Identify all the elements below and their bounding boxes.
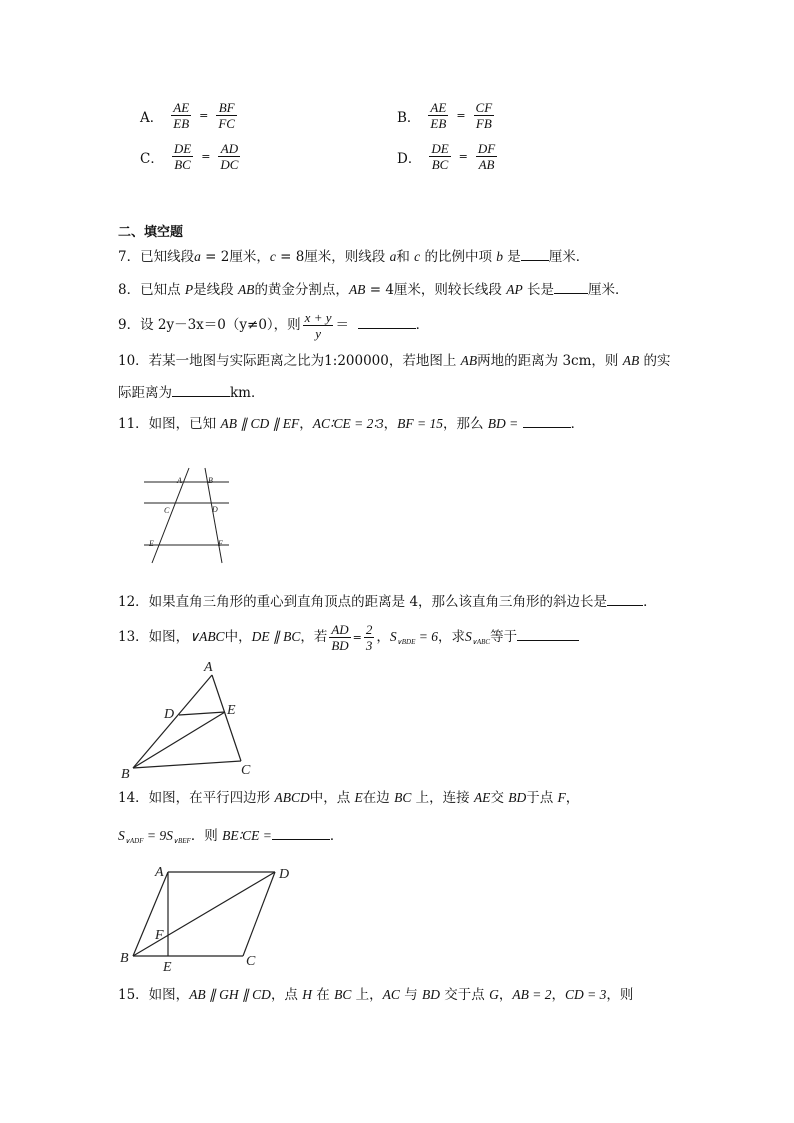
- figure-11: [138, 465, 238, 565]
- question-14: 14．如图，在平行四边形 ABCD中，点 E在边 BC 上，连接 AE交 BD于点 F，: [118, 790, 580, 806]
- option-a[interactable]: A． $\frac{AE}{EB}$ = $\frac{BF}{FC}$: [140, 100, 235, 131]
- fraction: $\frac{2}{3}$: [365, 622, 373, 653]
- question-12: 12．如果直角三角形的重心到直角顶点的距离是 4，那么该直角三角形的斜边长是 ．: [118, 594, 657, 610]
- answer-blank[interactable]: [517, 628, 579, 641]
- figure-14: [115, 860, 305, 975]
- section-title: 二、填空题: [118, 225, 184, 240]
- fraction: $\frac{x + y}{y}$: [304, 310, 332, 341]
- answer-blank[interactable]: [607, 593, 643, 606]
- option-label: A．: [140, 109, 164, 126]
- point-label: D: [164, 707, 175, 722]
- point-label: C: [241, 763, 251, 778]
- fraction: $\frac{DE}{BC}$: [173, 141, 192, 172]
- fraction: $\frac{AE}{EB}$: [173, 100, 190, 131]
- fraction: $\frac{AD}{BD}$: [331, 622, 349, 653]
- point-label: B: [121, 767, 130, 780]
- point-label: E: [149, 539, 154, 548]
- fraction: $\frac{AD}{DC}$: [220, 141, 239, 172]
- answer-blank[interactable]: [358, 316, 416, 329]
- fraction: $\frac{CF}{FB}$: [475, 100, 493, 131]
- question-10-cont: 际距离为 km．: [118, 385, 265, 401]
- point-label: B: [208, 476, 213, 485]
- answer-blank[interactable]: [554, 281, 588, 294]
- point-label: E: [227, 703, 236, 718]
- question-11: 11．如图，已知 AB ∥ CD ∥ EF，AC∶CE = 2∶3，BF = 15，那么 BD = ．: [118, 416, 585, 432]
- point-label: A: [204, 660, 213, 675]
- option-d[interactable]: D． $\frac{DE}{BC}$ = $\frac{DF}{AB}$: [397, 141, 496, 172]
- answer-blank[interactable]: [272, 827, 330, 840]
- answer-blank[interactable]: [523, 415, 571, 428]
- point-label: F: [155, 928, 164, 943]
- option-b[interactable]: B． $\frac{AE}{EB}$ = $\frac{CF}{FB}$: [397, 100, 493, 131]
- question-9: 9．设 2y－3x＝0（y≠0），则 $\frac{x + y}{y}$ ＝ ．: [118, 310, 430, 341]
- point-label: D: [212, 505, 218, 514]
- fraction: $\frac{AE}{EB}$: [430, 100, 447, 131]
- answer-blank[interactable]: [521, 248, 549, 261]
- point-label: A: [155, 865, 164, 880]
- figure-13: [115, 655, 265, 780]
- fraction: $\frac{DE}{BC}$: [431, 141, 449, 172]
- answer-blank[interactable]: [172, 384, 230, 397]
- point-label: D: [279, 867, 290, 882]
- point-label: A: [177, 476, 182, 485]
- option-label: B．: [397, 109, 421, 126]
- fraction: $\frac{DF}{AB}$: [477, 141, 496, 172]
- fraction: $\frac{BF}{FC}$: [218, 100, 235, 131]
- question-7: 7．已知线段a = 2厘米，c = 8厘米，则线段 a和 c 的比例中项 b 是 厘米．: [118, 249, 590, 265]
- point-label: C: [164, 506, 170, 515]
- question-14-cont: $S_{\vee ADF} = 9S_{\vee BEF}$．则 BE∶CE = ．: [118, 828, 344, 845]
- question-13: 13．如图，∨ABC中，DE ∥ BC，若 $\frac{AD}{BD}$ = $\frac{2}{3}$ ，$S_{\vee BDE} = 6$，求$S_{\vee ABC}$等于: [118, 620, 579, 659]
- question-15: 15．如图，AB ∥ GH ∥ CD，点 H 在 BC 上，AC 与 BD 交于点 G，AB = 2，CD = 3，则: [118, 987, 634, 1003]
- option-label: C．: [140, 150, 164, 167]
- question-8: 8．已知点 P是线段 AB的黄金分割点，AB = 4厘米，则较长线段 AP 长是 厘米．: [118, 282, 629, 298]
- point-label: C: [246, 954, 256, 969]
- point-label: F: [218, 539, 223, 548]
- question-10: 10．若某一地图与实际距离之比为1:200000，若地图上 AB两地的距离为 3cm，则 AB 的实: [118, 353, 671, 369]
- option-c[interactable]: C． $\frac{DE}{BC}$ = $\frac{AD}{DC}$: [140, 141, 239, 172]
- point-label: B: [120, 951, 129, 966]
- option-label: D．: [397, 150, 422, 167]
- point-label: E: [163, 960, 172, 975]
